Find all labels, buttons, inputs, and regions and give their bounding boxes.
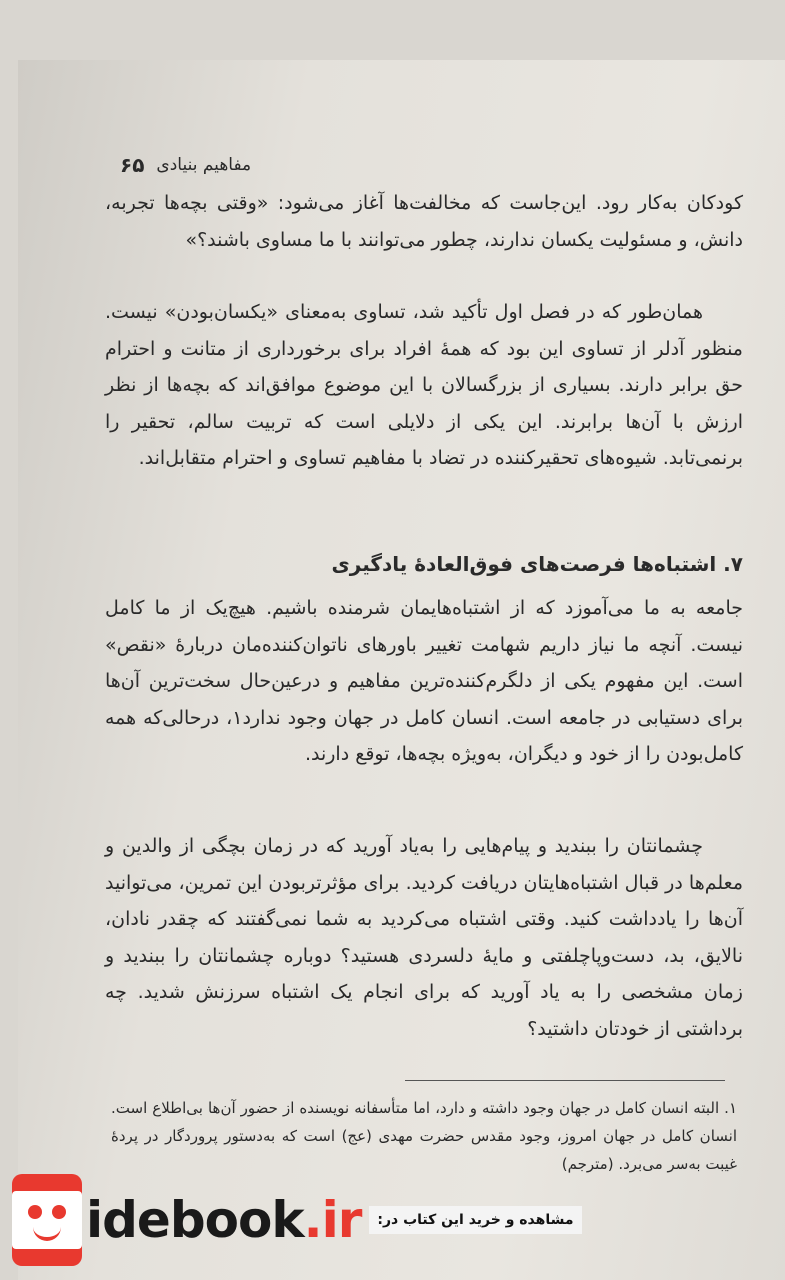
brand-name: idebook.ir [86,1191,362,1249]
paragraph-4: چشمانتان را ببندید و پیام‌هایی را به‌یاد آورید که در زمان بچگی از والدین و معلم‌ها در قبال اشتباه‌هایتان دریافت کردید. برای مؤثرتربودن این تمرین، می‌توانید آن‌ها را یادداشت کنید. وقتی اشتباه می‌کردید به شما نمی‌گفتند که چقدر نادان، نالایق، بد، دست‌وپاچلفتی و مایهٔ دلسردی هستید؟ دوباره چشمانتان را ببندید و زمان مشخصی را به یاد آورید که برای انجام یک اشتباه سرزنش شدید. چه برداشتی از خودتان داشتید؟ [105,835,743,1040]
footnote: ۱. البته انسان کامل در جهان وجود داشته و دارد، اما متأسفانه نویسنده از حضور آن‌ها بی‌اطلاع است. انسان کامل در جهان امروز، وجود مقدس حضرت مهدی (عج) است که به‌دستور پروردگار در پردهٔ غیبت به‌سر می‌برد. (مترجم) [111,1099,737,1173]
page-number: ۶۵ [120,153,145,177]
site-banner[interactable] [12,1170,574,1270]
page-header [120,150,665,180]
footnote-divider [405,1080,725,1081]
paragraph-1: کودکان به‌کار رود. این‌جاست که مخالفت‌ها آغاز می‌شود: «وقتی بچه‌ها تجربه، دانش، و مسئولیت یکسان ندارند، چطور می‌توانند با ما مساوی باشند؟» [105,192,743,251]
running-title: مفاهیم بنیادی [156,155,252,175]
paragraph-3: جامعه به ما می‌آموزد که از اشتباه‌هایمان شرمنده باشیم. هیچ‌یک از ما کامل نیست. آنچه ما نیاز داریم شهامت تغییر باورهای ناتوان‌کننده‌مان دربارهٔ «نقص» است. این مفهوم یکی از دلگرم‌کننده‌ترین مفاهیم و درعین‌حال سخت‌ترین آن‌ها برای دستیابی در جامعه است. انسان کامل در جهان وجود ندارد۱، درحالی‌که همه کامل‌بودن را از خود و دیگران، به‌ویژه بچه‌ها، توقع دارند. [105,597,743,765]
paragraph-2: همان‌طور که در فصل اول تأکید شد، تساوی به‌معنای «یکسان‌بودن» نیست. منظور آدلر از تساوی این بود که همهٔ افراد برای برخورداری از متانت و احترام حق برابر دارند. بسیاری از بزرگسالان با این موضوع موافق‌اند که بچه‌ها از نظر ارزش با آن‌ها برابرند. این یکی از دلایلی است که تربیت سالم، تحقیر را برنمی‌تابد. شیوه‌های تحقیرکننده در تضاد با مفاهیم تساوی و احترام متقابل‌اند. [105,301,743,469]
banner-tagline: مشاهده و خرید این کتاب در: [369,1206,581,1234]
section-heading: ۷. اشتباه‌ها فرصت‌های فوق‌العادهٔ یادگیری [331,552,743,576]
book-smile-logo-icon [12,1174,82,1266]
